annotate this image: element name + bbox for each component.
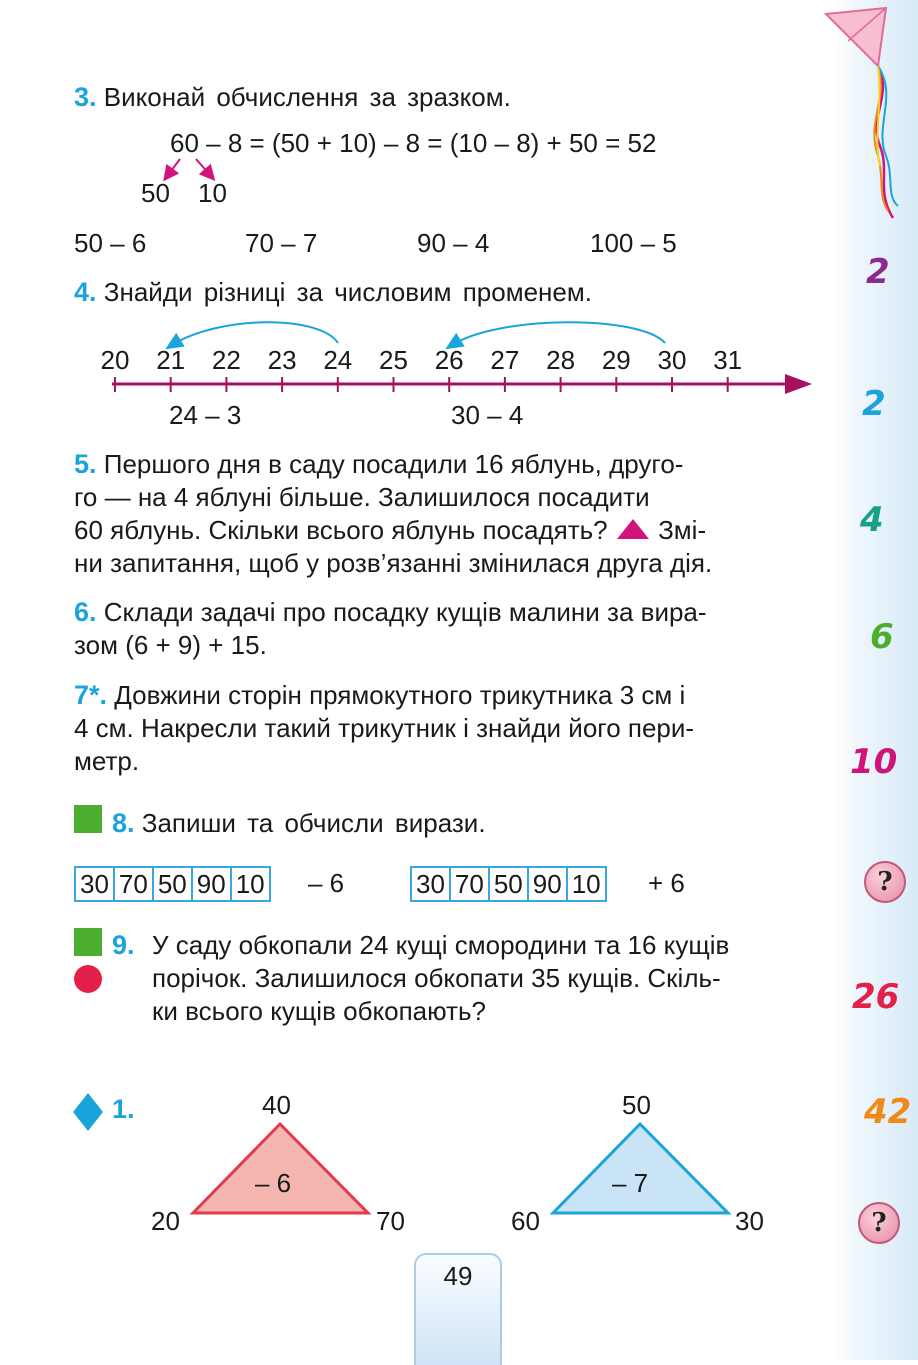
triangle-operation: – 7 — [612, 1168, 649, 1198]
operation: – 6 — [308, 868, 345, 898]
number-line-label: 21 — [156, 345, 186, 375]
task-expression: 70 – 7 — [245, 228, 318, 258]
exercise-number: 7*. — [74, 680, 108, 710]
number-line-label: 28 — [546, 345, 576, 375]
sidebar-number: 2 — [866, 252, 890, 292]
exercise-text: 60 яблунь. Скільки всього яблунь посадять? — [74, 515, 608, 545]
split-value: 10 — [198, 178, 227, 208]
sidebar-number: 2 — [862, 384, 886, 424]
exercise-number: 6. — [74, 597, 97, 627]
exercise-text: Виконай обчислення за зразком. — [103, 82, 511, 112]
task-expression: 100 – 5 — [590, 228, 677, 258]
triangle-vertex: 50 — [622, 1090, 651, 1120]
number-box: 30 — [76, 868, 115, 900]
exercise-line: У саду обкопали 24 кущі смородини та 16 кущів — [152, 930, 730, 960]
number-box: 70 — [451, 868, 490, 900]
number-line-label: 27 — [490, 345, 520, 375]
exercise-line: порічок. Залишилося обкопати 35 кущів. Скіль- — [152, 963, 721, 993]
number-box: 50 — [490, 868, 529, 900]
question-mark-icon: ? — [864, 861, 906, 903]
number-line-label: 29 — [601, 345, 631, 375]
split-value: 50 — [141, 178, 170, 208]
triangle-vertex: 70 — [376, 1206, 405, 1236]
number-box: 10 — [571, 869, 601, 899]
exercise-number: 8. — [112, 808, 135, 838]
sidebar-number: 10 — [850, 742, 898, 782]
number-line-label: 25 — [379, 345, 408, 375]
exercise-line: ки всього кущів обкопають? — [152, 996, 486, 1026]
exercise-text: Першого дня в саду посадили 16 яблунь, друго- — [103, 449, 684, 479]
number-line-expression: 30 – 4 — [451, 400, 524, 430]
operation: + 6 — [648, 868, 685, 898]
sidebar-number: 6 — [870, 617, 894, 657]
page-number: 49 — [443, 1261, 473, 1291]
number-line-label: 26 — [434, 345, 464, 375]
number-box: 10 — [235, 869, 265, 899]
triangle-operation: – 6 — [255, 1168, 292, 1198]
exercise-line: ни запитання, щоб у розв’язанні змінилася друга дія. — [74, 548, 713, 578]
exercise-number: 5. — [74, 449, 97, 479]
exercise-text: Змі- — [658, 515, 707, 545]
exercise-line: 4 см. Накресли такий трикутник і знайди його пери- — [74, 713, 695, 743]
number-line-label: 24 — [323, 345, 353, 375]
number-line-label: 20 — [100, 345, 130, 375]
exercise-number: 1. — [112, 1094, 135, 1124]
exercise-line: го — на 4 яблуні більше. Залишилося посадити — [74, 482, 650, 512]
sidebar-number: 42 — [864, 1092, 912, 1132]
question-mark-icon: ? — [858, 1202, 900, 1244]
exercise-line: зом (6 + 9) + 15. — [74, 630, 267, 660]
task-expression: 90 – 4 — [417, 228, 490, 258]
number-box: 70 — [115, 868, 154, 900]
number-box: 50 — [154, 868, 193, 900]
number-line-label: 31 — [713, 345, 743, 375]
number-box: 90 — [193, 868, 232, 900]
triangle-vertex: 20 — [151, 1206, 180, 1236]
triangle-vertex: 40 — [262, 1090, 291, 1120]
sidebar-number: 4 — [860, 500, 884, 540]
number-box: 30 — [412, 868, 451, 900]
exercise-number: 4. — [74, 277, 97, 307]
number-box: 90 — [529, 868, 568, 900]
number-line-label: 23 — [267, 345, 297, 375]
triangle-vertex: 60 — [511, 1206, 540, 1236]
sidebar-number: 26 — [852, 977, 900, 1017]
exercise-text: Знайди різниці за числовим променем. — [103, 277, 592, 307]
exercise-number: 3. — [74, 82, 97, 112]
sample-equation: 60 – 8 = (50 + 10) – 8 = (10 – 8) + 50 = 52 — [170, 128, 657, 158]
exercise-line: метр. — [74, 746, 140, 776]
number-line-expression: 24 – 3 — [169, 400, 242, 430]
number-line-label: 22 — [211, 345, 241, 375]
number-line-label: 30 — [657, 345, 687, 375]
task-expression: 50 – 6 — [74, 228, 147, 258]
exercise-text: Довжини сторін прямокутного трикутника 3 см і — [114, 680, 686, 710]
exercise-number: 9. — [112, 930, 135, 960]
exercise-text: Склади задачі про посадку кущів малини за вира- — [103, 597, 707, 627]
triangle-vertex: 30 — [735, 1206, 764, 1236]
exercise-text: Запиши та обчисли вирази. — [141, 808, 486, 838]
